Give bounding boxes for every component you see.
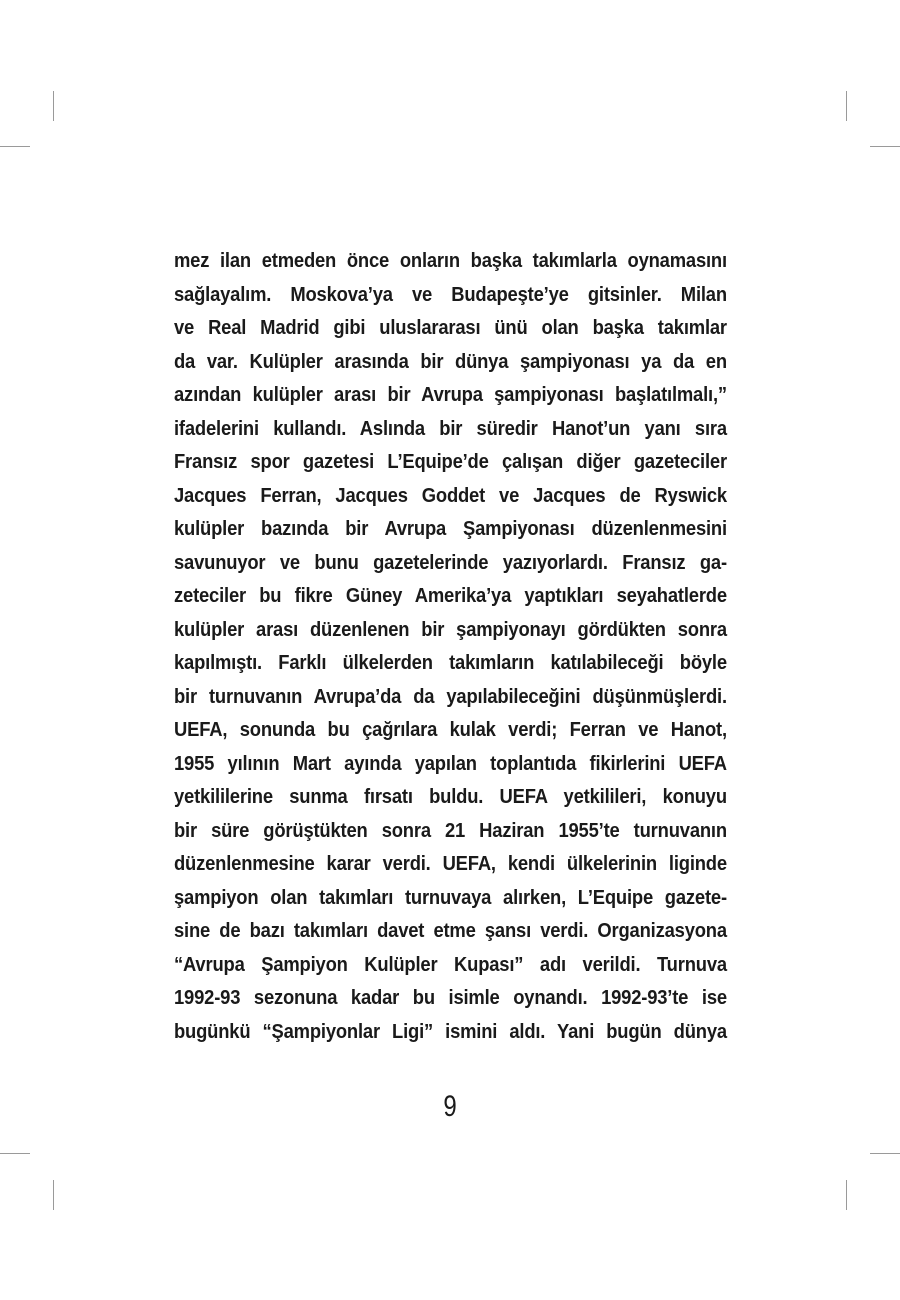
crop-mark-top-left-vertical — [53, 91, 54, 121]
crop-mark-top-left-horizontal — [0, 146, 30, 147]
text-line-15: UEFA, sonunda bu çağrılara kulak verdi; Ferran ve Hanot, — [174, 719, 727, 741]
text-line-23: 1992-93 sezonuna kadar bu isimle oynandı. 1992-93’te ise — [174, 987, 727, 1009]
text-line-8: Jacques Ferran, Jacques Goddet ve Jacques de Ryswick — [174, 484, 727, 507]
text-line-6: ifadelerini kullandı. Aslında bir süredir Hanot’un yanı sıra — [174, 417, 727, 440]
text-line-20: şampiyon olan takımları turnuvaya alırken, L’Equipe gazete- — [174, 886, 727, 909]
text-line-16: 1955 yılının Mart ayında yapılan toplantıda fikirlerini UEFA — [174, 752, 727, 775]
text-line-7: Fransız spor gazetesi L’Equipe’de çalışan diğer gazeteciler — [174, 451, 727, 473]
text-line-1: mez ilan etmeden önce onların başka takımlarla oynamasını — [174, 250, 727, 272]
text-line-12: kulüpler arası düzenlenen bir şampiyonayı gördükten sonra — [174, 618, 727, 641]
text-line-22: “Avrupa Şampiyon Kulüpler Kupası” adı verildi. Turnuva — [174, 953, 727, 976]
crop-mark-top-right-vertical — [846, 91, 847, 121]
crop-mark-bottom-left-vertical — [53, 1180, 54, 1210]
text-line-2: sağlayalım. Moskova’ya ve Budapeşte’ye gitsinler. Milan — [174, 283, 727, 306]
crop-mark-bottom-right-vertical — [846, 1180, 847, 1210]
text-line-14: bir turnuvanın Avrupa’da da yapılabileceğini düşünmüşlerdi. — [174, 685, 727, 708]
text-line-21: sine de bazı takımları davet etme şansı verdi. Organizasyona — [174, 920, 727, 942]
text-line-19: düzenlenmesine karar verdi. UEFA, kendi ülkelerinin liginde — [174, 853, 727, 875]
text-line-9: kulüpler bazında bir Avrupa Şampiyonası düzenlenmesini — [174, 518, 727, 540]
text-line-11: zeteciler bu fikre Güney Amerika’ya yaptıkları seyahatlerde — [174, 585, 727, 607]
body-text — [174, 245, 727, 1049]
text-line-18: bir süre görüştükten sonra 21 Haziran 1955’te turnuvanın — [174, 819, 727, 842]
text-line-10: savunuyor ve bunu gazetelerinde yazıyorlardı. Fransız ga- — [174, 551, 727, 574]
crop-mark-bottom-left-horizontal — [0, 1153, 30, 1154]
text-line-5: azından kulüpler arası bir Avrupa şampiyonası başlatılmalı,” — [174, 384, 727, 406]
text-line-17: yetkililerine sunma fırsatı buldu. UEFA yetkilileri, konuyu — [174, 786, 727, 808]
crop-mark-bottom-right-horizontal — [870, 1153, 900, 1154]
page-number: 9 — [443, 1090, 457, 1123]
text-line-3: ve Real Madrid gibi uluslararası ünü olan başka takımlar — [174, 317, 727, 339]
text-line-24: bugünkü “Şampiyonlar Ligi” ismini aldı. Yani bugün dünya — [174, 1020, 727, 1043]
crop-mark-top-right-horizontal — [870, 146, 900, 147]
text-line-4: da var. Kulüpler arasında bir dünya şampiyonası ya da en — [174, 350, 727, 373]
text-line-13: kapılmıştı. Farklı ülkelerden takımların katılabileceği böyle — [174, 652, 727, 674]
